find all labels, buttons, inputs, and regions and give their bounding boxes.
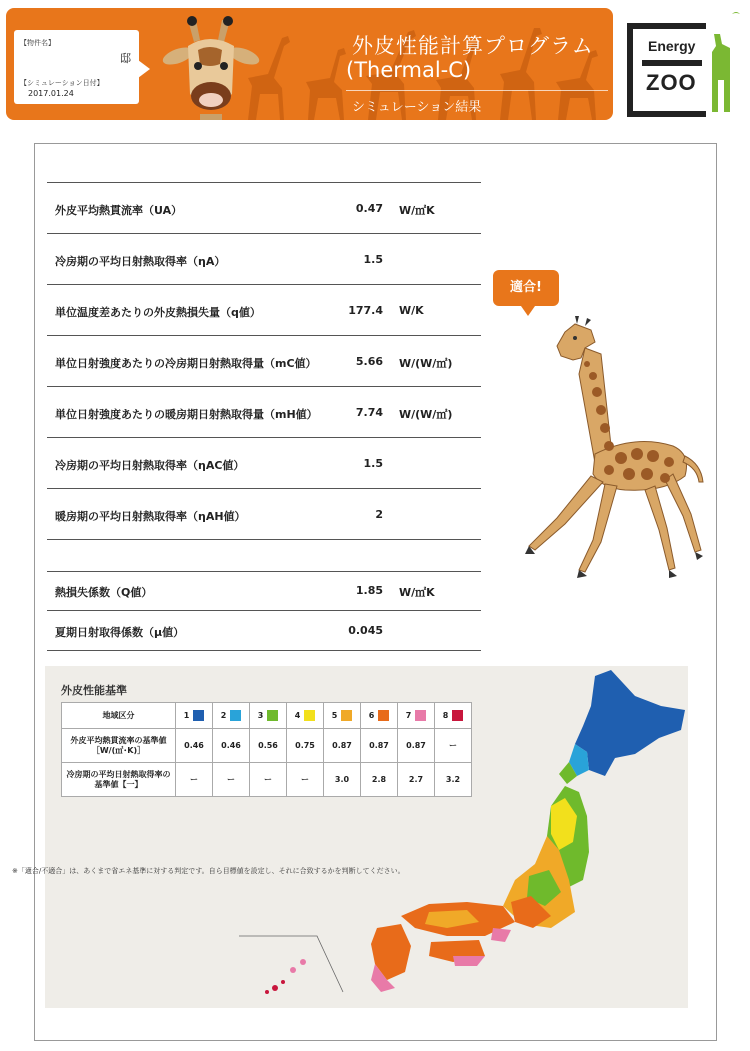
eta-standard-value: ー [176, 763, 213, 797]
result-row-mc [47, 353, 481, 373]
envelope-standards-section [45, 666, 688, 1008]
header-banner [6, 8, 613, 120]
row-divider [47, 182, 481, 183]
result-row-ua [47, 200, 481, 220]
zone-header-cell: 地域区分 [62, 703, 176, 729]
row-divider [47, 539, 481, 540]
row-divider [47, 488, 481, 489]
result-panel [34, 143, 717, 1041]
result-label: 単位温度差あたりの外皮熱損失量（q値） [55, 306, 261, 319]
ua-standard-header: 外皮平均熱貫流率の基準値［W/(㎡･K)］ [62, 729, 176, 763]
result-value: 1.85 [355, 584, 383, 597]
result-row-q-coefficient [47, 582, 481, 602]
verdict-badge: 適合! [493, 270, 559, 306]
result-unit: W/㎡K [399, 204, 435, 217]
row-divider [47, 571, 481, 572]
eta-standard-value: 3.0 [324, 763, 361, 797]
result-row-eta-a [47, 251, 481, 271]
result-value: 7.74 [355, 406, 383, 419]
zone-cell-7: 7 [398, 703, 435, 729]
eta-standard-value: ー [287, 763, 324, 797]
result-row-mu [47, 622, 481, 642]
zone-cell-8: 8 [435, 703, 472, 729]
row-divider [47, 233, 481, 234]
result-label: 単位日射強度あたりの暖房期日射熱取得量（mH値） [55, 408, 318, 421]
eta-standard-value: ー [213, 763, 250, 797]
property-info-box [14, 30, 139, 104]
japan-climate-zone-map-icon [215, 666, 688, 1008]
result-unit: W/K [399, 304, 424, 317]
title-divider [346, 90, 608, 91]
result-row-eta-ah [47, 506, 481, 526]
result-label: 熱損失係数（Q値） [55, 586, 153, 599]
property-name-label: 【物件名】 [20, 39, 55, 47]
program-title: 外皮性能計算プログラム [352, 34, 594, 58]
result-row-mh [47, 404, 481, 424]
ua-standard-value: ー [435, 729, 472, 763]
result-unit: W/(W/㎡) [399, 357, 453, 370]
result-value: 2 [375, 508, 383, 521]
zone-cell-2: 2 [213, 703, 250, 729]
result-value: 177.4 [348, 304, 383, 317]
result-value: 1.5 [363, 253, 383, 266]
row-divider [47, 437, 481, 438]
giraffe-head-icon [158, 16, 268, 120]
simulation-result-heading: シミュレーション結果 [352, 100, 482, 115]
result-label: 暖房期の平均日射熱取得率（ηAH値） [55, 510, 246, 523]
row-divider [47, 610, 481, 611]
result-value: 0.47 [355, 202, 383, 215]
zone-cell-4: 4 [287, 703, 324, 729]
row-divider [47, 284, 481, 285]
result-row-q [47, 302, 481, 322]
info-box-pointer [138, 60, 150, 78]
simulation-date: 2017.01.24 [28, 89, 74, 98]
row-divider [47, 386, 481, 387]
eta-standard-value: 2.7 [398, 763, 435, 797]
result-unit: W/(W/㎡) [399, 408, 453, 421]
eta-standard-value: 3.2 [435, 763, 472, 797]
energy-zoo-logo [620, 8, 746, 120]
result-label: 夏期日射取得係数（μ値） [55, 626, 185, 639]
ua-standard-value: 0.46 [213, 729, 250, 763]
row-divider [47, 335, 481, 336]
logo-frame-icon [620, 8, 746, 120]
zone-cell-6: 6 [361, 703, 398, 729]
eta-standard-value: ー [250, 763, 287, 797]
result-unit: W/㎡K [399, 586, 435, 599]
zone-cell-3: 3 [250, 703, 287, 729]
result-value: 5.66 [355, 355, 383, 368]
result-label: 冷房期の平均日射熱取得率（ηA） [55, 255, 226, 268]
result-label: 冷房期の平均日射熱取得率（ηAC値） [55, 459, 245, 472]
ua-standard-value: 0.56 [250, 729, 287, 763]
zone-color-chip [193, 710, 204, 721]
ua-standard-value: 0.87 [361, 729, 398, 763]
result-value: 0.045 [348, 624, 383, 637]
simulation-date-label: 【シミュレーション日付】 [20, 79, 104, 87]
zone-cell-5: 5 [324, 703, 361, 729]
ua-standard-value: 0.46 [176, 729, 213, 763]
ua-standard-value: 0.75 [287, 729, 324, 763]
disclaimer-footnote: ※「適合/不適合」は、あくまで省エネ基準に対する判定です。自ら目標値を設定し、それに合致するかを判断してください。 [12, 867, 405, 875]
logo-word-zoo: ZOO [646, 70, 697, 95]
result-row-eta-ac [47, 455, 481, 475]
row-divider [47, 650, 481, 651]
property-owner: 邸 [120, 52, 131, 65]
eta-standard-value: 2.8 [361, 763, 398, 797]
result-label: 単位日射強度あたりの冷房期日射熱取得量（mC値） [55, 357, 317, 370]
result-label: 外皮平均熱貫流率（UA） [55, 204, 183, 217]
zone-cell-1: 1 [176, 703, 213, 729]
logo-word-energy: Energy [648, 38, 696, 54]
walking-giraffe-icon [505, 314, 705, 584]
ua-standard-value: 0.87 [398, 729, 435, 763]
program-title-english: (Thermal-C) [346, 58, 472, 82]
result-value: 1.5 [363, 457, 383, 470]
standards-title: 外皮性能基準 [61, 684, 127, 697]
ua-standard-value: 0.87 [324, 729, 361, 763]
eta-standard-header: 冷房期の平均日射熱取得率の基準値【一】 [62, 763, 176, 797]
